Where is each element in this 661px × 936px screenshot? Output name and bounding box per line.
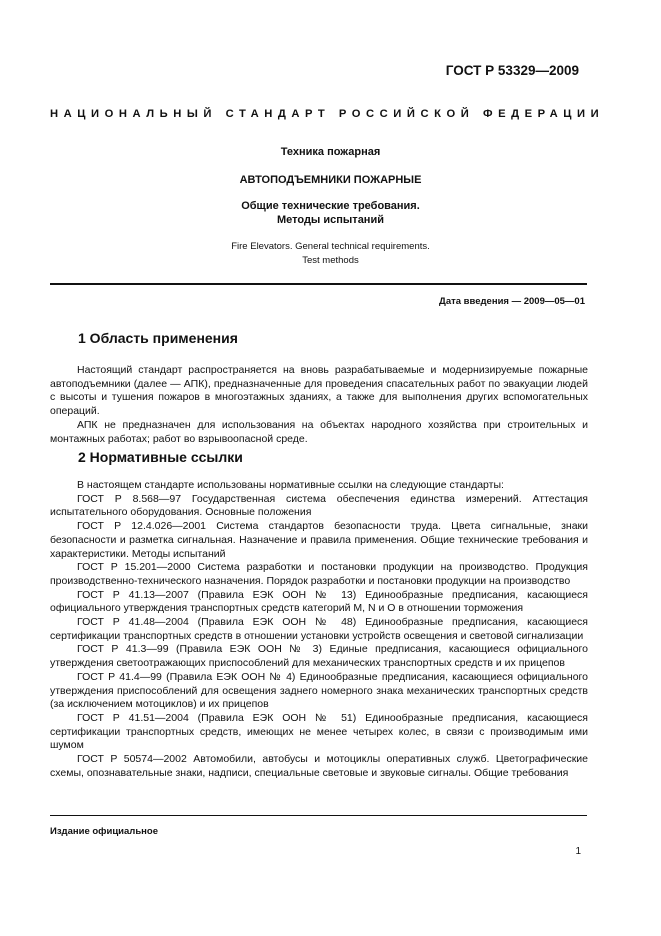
reference-item: ГОСТ Р 41.51—2004 (Правила ЕЭК ООН № 51) Единообразные предписания, касающиеся сертификации транспортных средств, имеющих не менее четырех колес, в связи с производимым ими шумом xyxy=(50,711,588,752)
title-divider xyxy=(50,283,587,285)
section-1-heading: 1 Область применения xyxy=(78,330,238,346)
standard-code: ГОСТ Р 53329—2009 xyxy=(445,63,579,78)
subtitle-line-2: Методы испытаний xyxy=(277,214,384,226)
introduction-date: Дата введения — 2009—05—01 xyxy=(439,296,585,307)
section-2-heading: 2 Нормативные ссылки xyxy=(78,449,243,465)
reference-item: ГОСТ Р 50574—2002 Автомобили, автобусы и мотоциклы оперативных служб. Цветографические схемы, опознавательные знаки, надписи, специальные световые и звуковые сигналы. Общие требования xyxy=(50,753,588,779)
reference-item: ГОСТ Р 41.4—99 (Правила ЕЭК ООН № 4) Единообразные предписания, касающиеся официального утверждения приспособлений для освещения заднего номерного знака механических транспортных средств (за исключением мотоциклов) и их прицепов xyxy=(50,670,588,711)
paragraph: Настоящий стандарт распространяется на вновь разрабатываемые и модернизируемые пожарные автоподъемники (далее — АПК), предназначенные для проведения спасательных работ по эвакуации людей с высоты и тушения пожаров в многоэтажных зданиях, а также для выполнения других вспомогательных операций. xyxy=(50,364,588,418)
reference-item: ГОСТ Р 12.4.026—2001 Система стандартов безопасности труда. Цвета сигнальные, знаки безопасности и разметка сигнальная. Назначение и правила применения. Общие технические требования и характеристики. Методы испытаний xyxy=(50,520,588,560)
edition-label: Издание официальное xyxy=(50,826,158,837)
paragraph: В настоящем стандарте использованы нормативные ссылки на следующие стандарты: xyxy=(77,479,504,491)
document-title: АВТОПОДЪЕМНИКИ ПОЖАРНЫЕ xyxy=(239,174,422,186)
section-1-body xyxy=(50,364,588,446)
english-title-line-1: Fire Elevators. General technical requirements. xyxy=(231,241,430,252)
reference-item: ГОСТ Р 41.48—2004 (Правила ЕЭК ООН № 48) Единообразные предписания, касающиеся сертификации транспортных средств в отношении установки устройств освещения и световой сигнализации xyxy=(50,616,588,642)
footer-divider xyxy=(50,815,587,816)
page-number: 1 xyxy=(575,846,581,857)
subject-line: Техника пожарная xyxy=(280,146,381,158)
paragraph: АПК не предназначен для использования на объектах народного хозяйства при строительных и монтажных работах; работ во взрывоопасной среде. xyxy=(50,418,588,445)
reference-item: ГОСТ Р 15.201—2000 Система разработки и постановки продукции на производство. Продукция производственно-технического назначения. Порядок разработки и постановки продукции на производство xyxy=(50,561,588,587)
english-title-line-2: Test methods xyxy=(302,255,359,266)
reference-item: ГОСТ Р 41.13—2007 (Правила ЕЭК ООН № 13) Единообразные предписания, касающиеся официального утверждения транспортных средств категорий M, N и O в отношении торможения xyxy=(50,588,588,615)
reference-item: ГОСТ Р 41.3—99 (Правила ЕЭК ООН № 3) Единые предписания, касающиеся официального утверждения светоотражающих приспособлений для механических транспортных средств и их прицепов xyxy=(50,643,588,670)
national-standard-line: НАЦИОНАЛЬНЫЙ СТАНДАРТ РОССИЙСКОЙ ФЕДЕРАЦИИ xyxy=(50,108,605,120)
subtitle-line-1: Общие технические требования. xyxy=(241,200,420,212)
reference-item: ГОСТ Р 8.568—97 Государственная система обеспечения единства измерений. Аттестация испытательного оборудования. Основные положения xyxy=(50,492,588,519)
section-2-body xyxy=(50,479,588,780)
